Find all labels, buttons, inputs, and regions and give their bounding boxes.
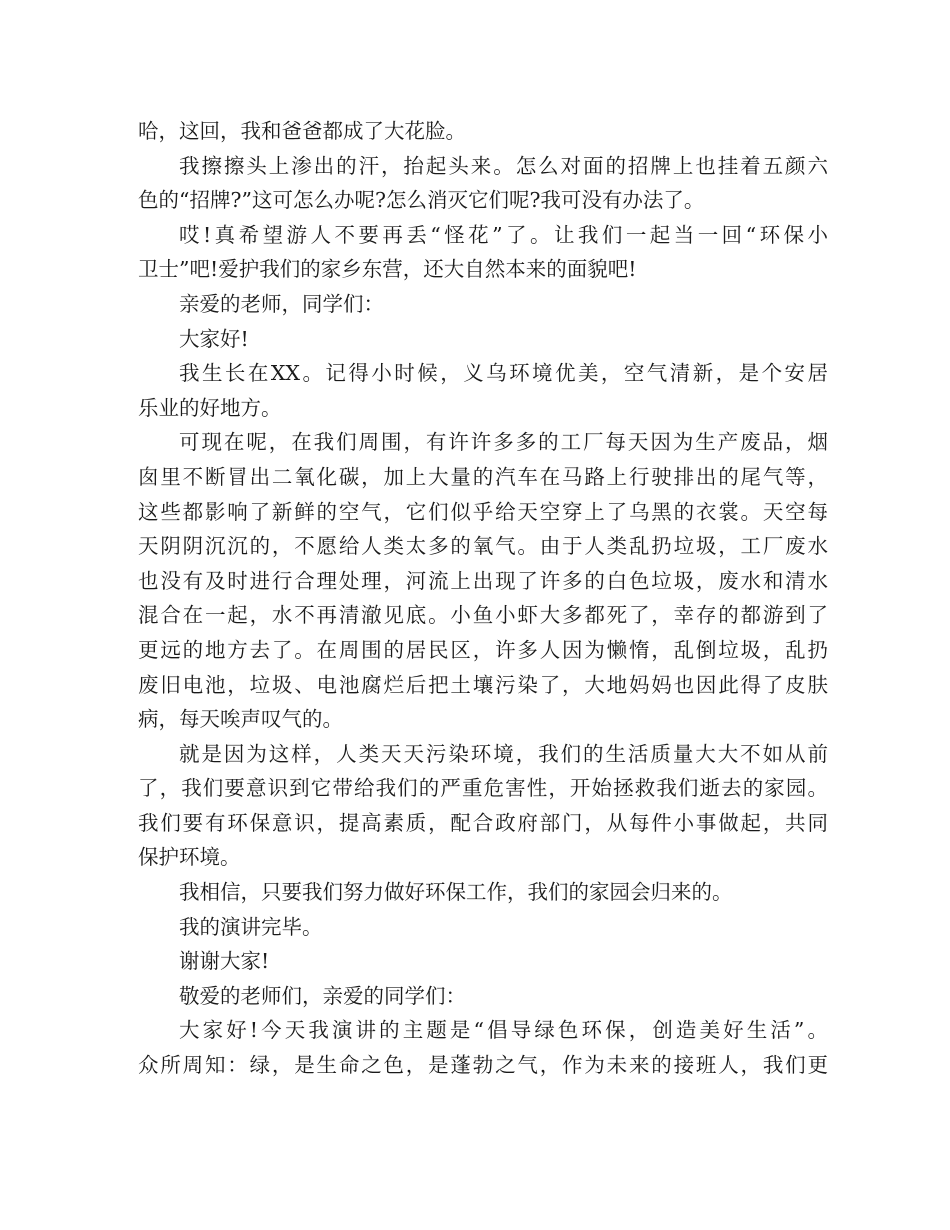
text-line: 我擦擦头上渗出的汗，抬起头来。怎么对面的招牌上也挂着五颜六 <box>179 153 828 178</box>
document-body <box>138 114 828 1083</box>
text-line: 卫士”吧!爱护我们的家乡东营，还大自然本来的面貌吧! <box>138 257 637 282</box>
text-line: 这些都影响了新鲜的空气，它们似乎给天空穿上了乌黑的衣裳。天空每 <box>138 499 828 524</box>
text-line: 亲爱的老师，同学们： <box>179 291 384 316</box>
text-line: 废旧电池，垃圾、电池腐烂后把土壤污染了，大地妈妈也因此得了皮肤 <box>138 672 828 697</box>
text-line: 敬爱的老师们，亲爱的同学们： <box>179 983 466 1008</box>
text-line: 哎!真希望游人不要再丢“怪花”了。让我们一起当一回“环保小 <box>179 222 828 247</box>
text-line: 我的演讲完毕。 <box>179 914 323 939</box>
text-line: 囱里不断冒出二氧化碳，加上大量的汽车在马路上行驶排出的尾气等， <box>138 464 828 489</box>
text-line: 大家好!今天我演讲的主题是“倡导绿色环保，创造美好生活”。 <box>179 1018 828 1043</box>
text-line: 我们要有环保意识，提高素质，配合政府部门，从每件小事做起，共同 <box>138 810 828 835</box>
text-line: 保护环境。 <box>138 845 241 870</box>
text-line: 乐业的好地方。 <box>138 395 282 420</box>
text-line: 众所周知：绿，是生命之色，是蓬勃之气，作为未来的接班人，我们更 <box>138 1053 828 1078</box>
text-line: 我相信，只要我们努力做好环保工作，我们的家园会归来的。 <box>179 880 733 905</box>
text-line: 更远的地方去了。在周围的居民区，许多人因为懒惰，乱倒垃圾，乱扔 <box>138 637 828 662</box>
text-line: 天阴阴沉沉的，不愿给人类太多的氧气。由于人类乱扔垃圾，工厂废水 <box>138 534 828 559</box>
text-line: 我生长在XX。记得小时候，义乌环境优美，空气清新，是个安居 <box>179 361 828 386</box>
text-line: 谢谢大家! <box>179 949 270 974</box>
text-line: 色的“招牌?”这可怎么办呢?怎么消灭它们呢?我可没有办法了。 <box>138 188 705 213</box>
text-line: 病，每天唉声叹气的。 <box>138 707 343 732</box>
text-line: 了，我们要意识到它带给我们的严重危害性，开始拯救我们逝去的家园。 <box>138 776 828 801</box>
text-line: 就是因为这样，人类天天污染环境，我们的生活质量大大不如从前 <box>179 741 828 766</box>
text-line: 混合在一起，水不再清澈见底。小鱼小虾大多都死了，幸存的都游到了 <box>138 603 828 628</box>
text-line: 也没有及时进行合理处理，河流上出现了许多的白色垃圾，废水和清水 <box>138 568 828 593</box>
text-line: 大家好! <box>179 326 249 351</box>
text-line: 哈，这回，我和爸爸都成了大花脸。 <box>138 119 466 143</box>
text-line: 可现在呢，在我们周围，有许许多多的工厂每天因为生产废品，烟 <box>179 430 828 455</box>
